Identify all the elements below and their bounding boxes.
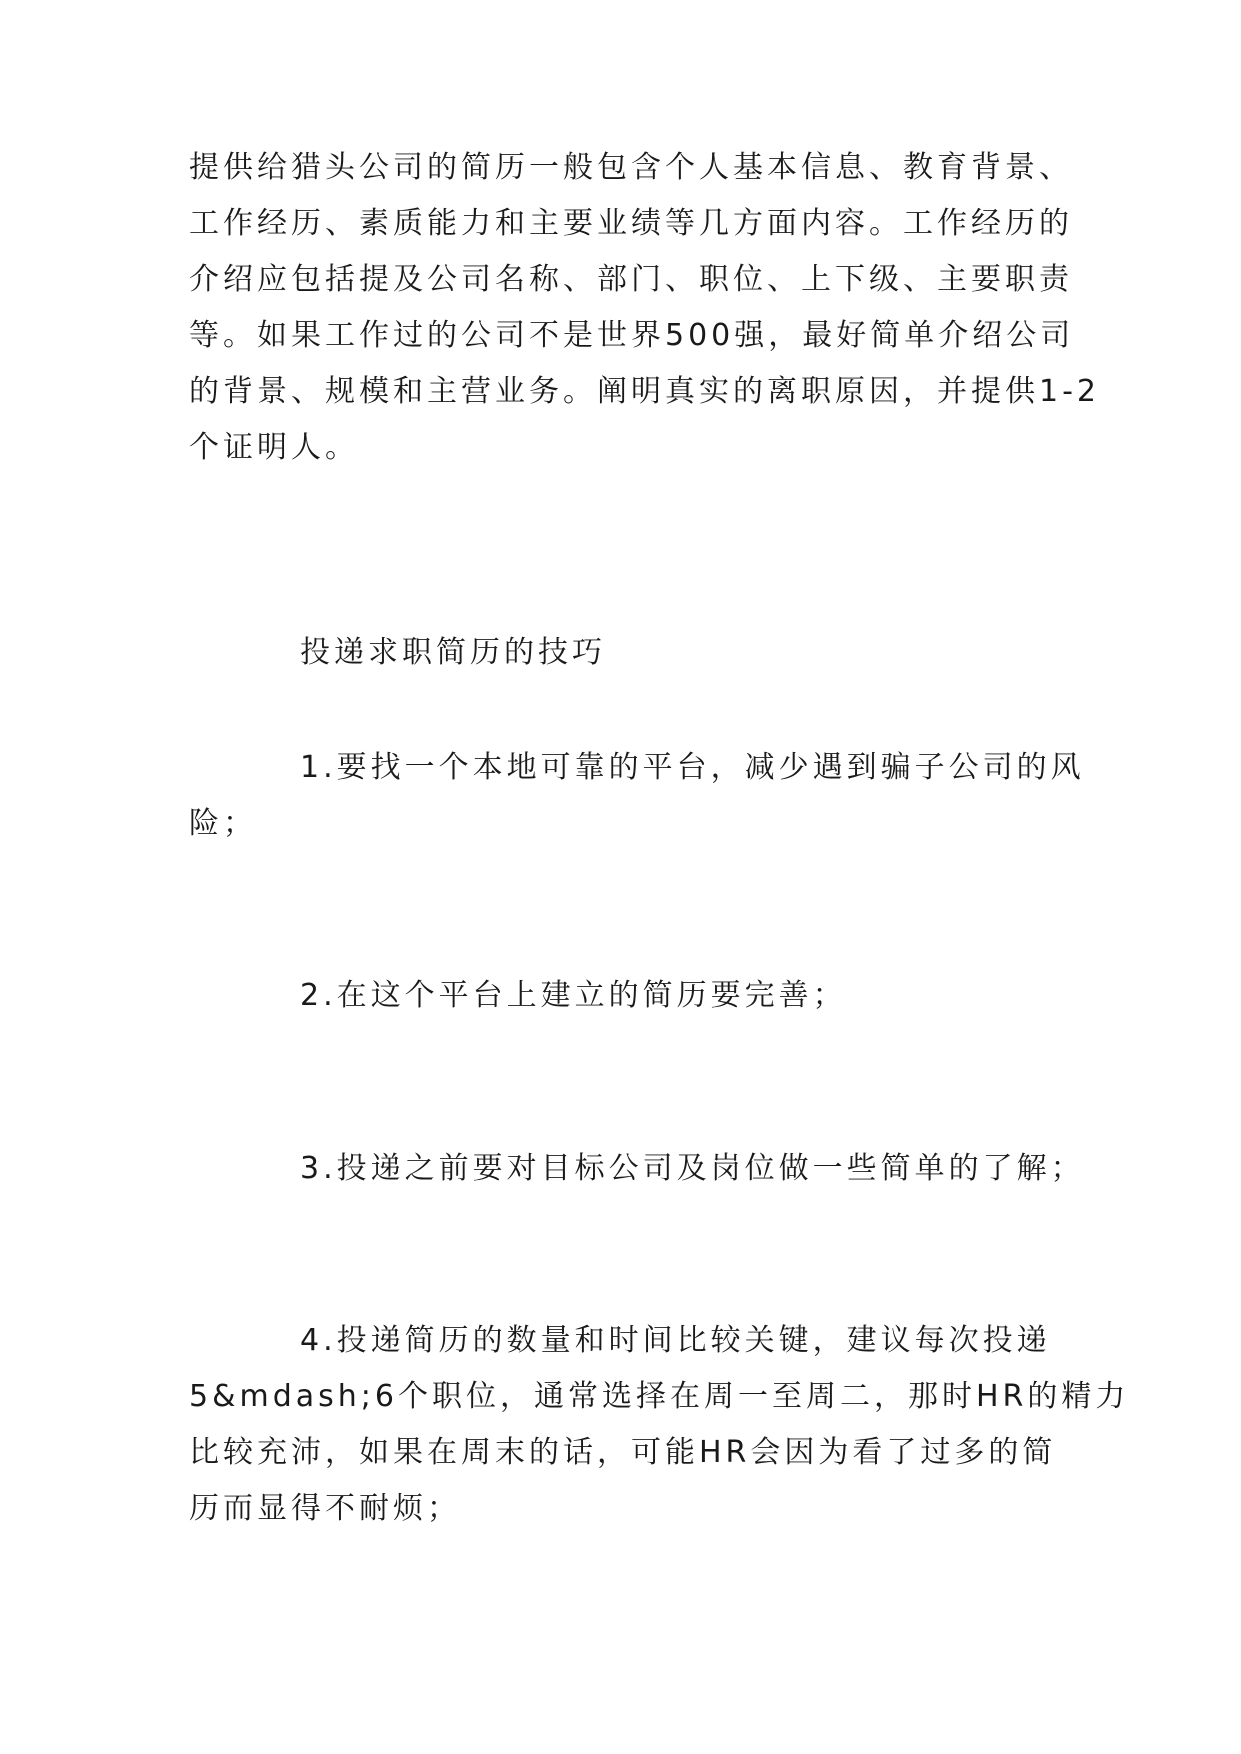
intro-line: 介绍应包括提及公司名称、部门、职位、上下级、主要职责 <box>189 262 1073 297</box>
tip-line: 4.投递简历的数量和时间比较关键，建议每次投递 <box>300 1323 1051 1358</box>
tip-line: 比较充沛，如果在周末的话，可能HR会因为看了过多的简 <box>189 1435 1057 1470</box>
tip-line: 3.投递之前要对目标公司及岗位做一些简单的了解； <box>300 1151 1085 1186</box>
tip-line: 历而显得不耐烦； <box>189 1491 461 1526</box>
intro-line: 的背景、规模和主营业务。阐明真实的离职原因，并提供1-2 <box>189 374 1100 409</box>
tip-line: 2.在这个平台上建立的简历要完善； <box>300 978 847 1013</box>
intro-line: 等。如果工作过的公司不是世界500强，最好简单介绍公司 <box>189 318 1075 353</box>
intro-line: 提供给猎头公司的简历一般包含个人基本信息、教育背景、 <box>189 150 1073 185</box>
tip-line: 1.要找一个本地可靠的平台，减少遇到骗子公司的风 <box>300 750 1085 785</box>
intro-line: 个证明人。 <box>189 430 359 465</box>
tip-line: 5&mdash;6个职位，通常选择在周一至周二，那时HR的精力 <box>189 1379 1130 1414</box>
section-heading: 投递求职简历的技巧 <box>300 635 606 670</box>
intro-line: 工作经历、素质能力和主要业绩等几方面内容。工作经历的 <box>189 206 1073 241</box>
tip-line: 险； <box>189 806 257 841</box>
